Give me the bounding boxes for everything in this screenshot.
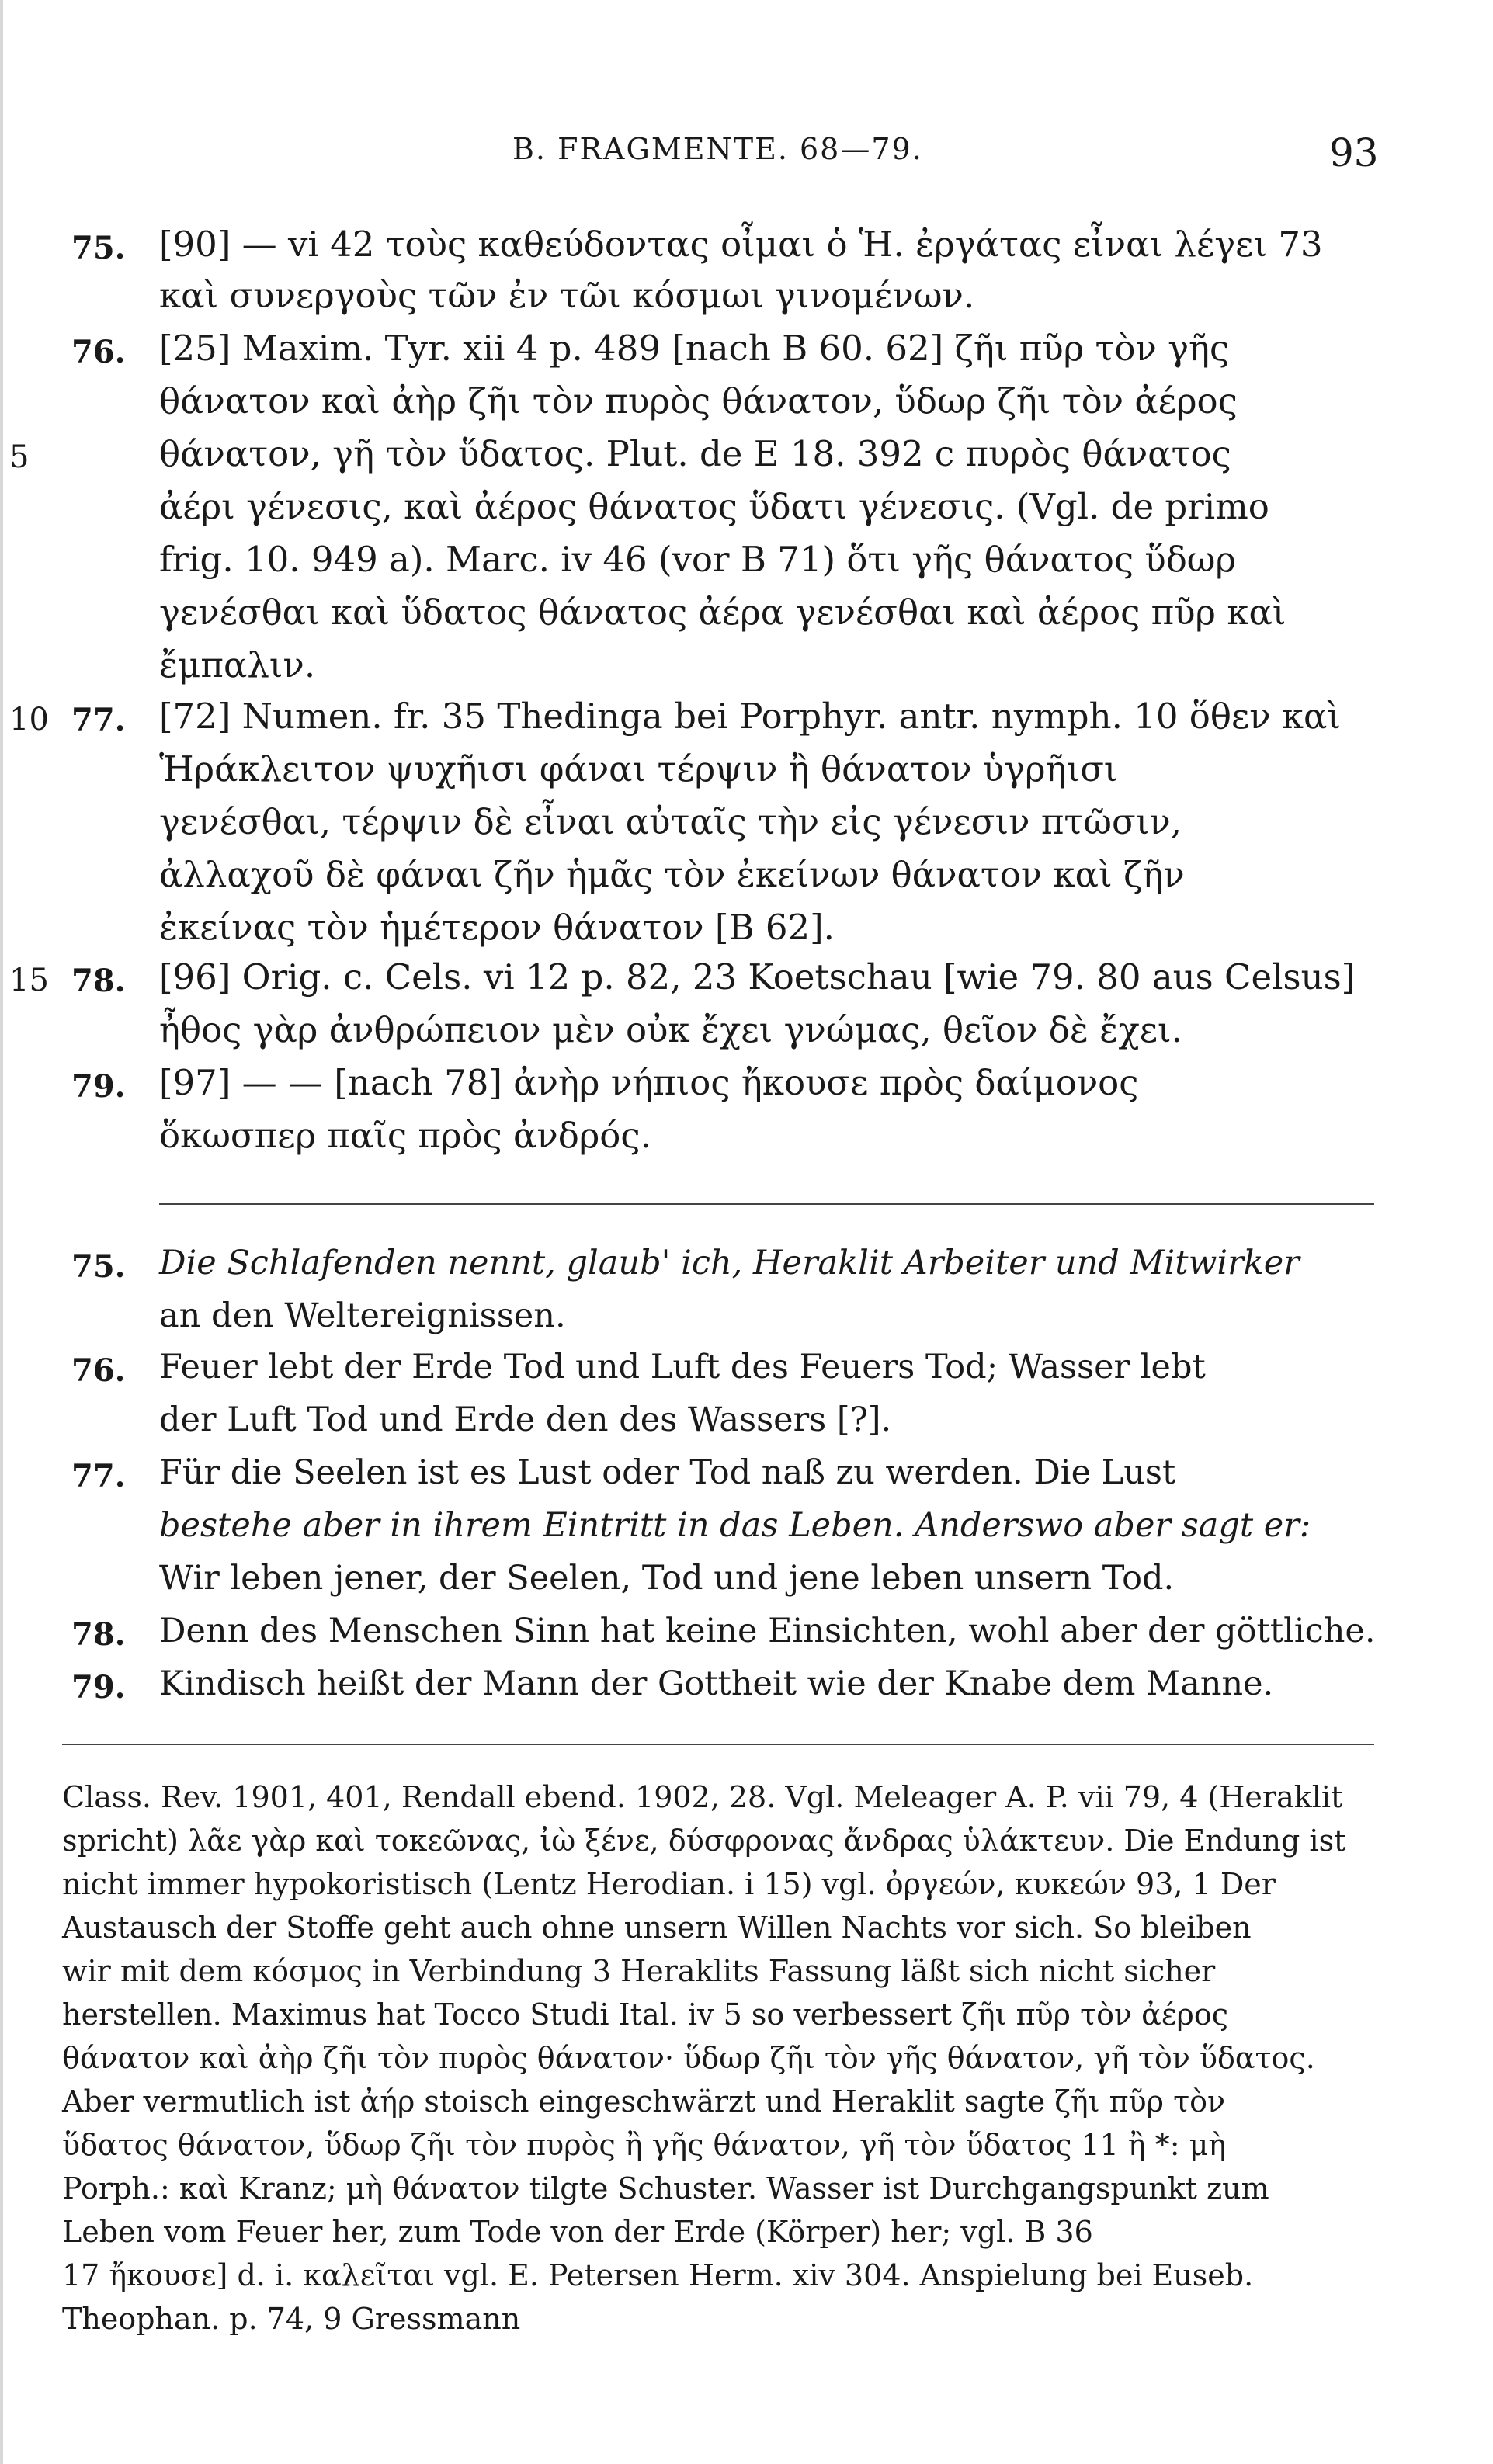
greek-line: θάνατον καὶ ἀὴρ ζῆι τὸν πυρὸς θάνατον, ὕδωρ ζῆι τὸν ἀέρος [159,380,1238,422]
page-edge [0,0,3,2464]
margin-line-number: 10 [9,702,49,737]
footnote-line: wir mit dem κόσμος in Verbindung 3 Heraklits Fassung läßt sich nicht sicher [62,1954,1216,1988]
greek-line: frig. 10. 949 a). Marc. iv 46 (vor B 71) ὅτι γῆς θάνατος ὕδωρ [159,539,1236,580]
section-divider [159,1203,1374,1205]
margin-line-number: 15 [9,963,49,998]
fragment-number: 79. [71,1068,126,1105]
footnote-divider [62,1744,1374,1745]
translation-number: 79. [71,1669,126,1706]
translation-line: Die Schlafenden nennt, glaub' ich, Heraklit Arbeiter und Mitwirker [159,1244,1300,1282]
greek-line: [97] — — [nach 78] ἀνὴρ νήπιος ἤκουσε πρὸς δαίμονος [159,1062,1139,1103]
footnote-line: ὕδατος θάνατον, ὕδωρ ζῆι τὸν πυρὸς ἢ γῆς θάνατον, γῆ τὸν ὕδατος 11 ἢ *: μὴ [62,2128,1227,2162]
running-title: B. FRAGMENTE. 68—79. [512,132,923,166]
translation-number: 78. [71,1616,126,1653]
translation-line: an den Weltereignissen. [159,1296,566,1335]
translation-line: Feuer lebt der Erde Tod und Luft des Feuers Tod; Wasser lebt [159,1348,1206,1386]
greek-line: ὅκωσπερ παῖς πρὸς ἀνδρός. [159,1115,651,1156]
fragment-number: 76. [71,334,126,370]
footnote-line: Theophan. p. 74, 9 Gressmann [62,2302,521,2336]
greek-line: [90] — vi 42 τοὺς καθεύδοντας οἶμαι ὁ Ἡ. ἐργάτας εἶναι λέγει 73 [159,224,1323,265]
footnote-line: Leben vom Feuer her, zum Tode von der Erde (Körper) her; vgl. B 36 [62,2215,1093,2249]
greek-line: [72] Numen. fr. 35 Thedinga bei Porphyr. antr. nymph. 10 ὅθεν καὶ [159,696,1342,737]
translation-line: Denn des Menschen Sinn hat keine Einsichten, wohl aber der göttliche. [159,1612,1376,1650]
greek-line: ἀέρι γένεσις, καὶ ἀέρος θάνατος ὕδατι γένεσις. (Vgl. de primo [159,486,1269,527]
footnote-line: spricht) λᾶε γὰρ καὶ τοκεῶνας, ἰὼ ξένε, δύσφρονας ἄνδρας ὑλάκτευν. Die Endung ist [62,1824,1346,1858]
greek-line: καὶ συνεργοὺς τῶν ἐν τῶι κόσμωι γινομένων. [159,275,975,316]
footnote-line: Class. Rev. 1901, 401, Rendall ebend. 1902, 28. Vgl. Meleager A. P. vii 79, 4 (Heraklit [62,1780,1343,1814]
translation-line: Für die Seelen ist es Lust oder Tod naß zu werden. Die Lust [159,1453,1176,1492]
greek-line: [96] Orig. c. Cels. vi 12 p. 82, 23 Koetschau [wie 79. 80 aus Celsus] [159,956,1356,998]
translation-line: Wir leben jener, der Seelen, Tod und jene leben unsern Tod. [159,1559,1175,1598]
translation-line: der Luft Tod und Erde den des Wassers [?]. [159,1400,892,1439]
footnote-line: herstellen. Maximus hat Tocco Studi Ital. iv 5 so verbessert ζῆι πῦρ τὸν ἀέρος [62,1997,1229,2032]
translation-line: Kindisch heißt der Mann der Gottheit wie der Knabe dem Manne. [159,1664,1274,1703]
footnote-line: nicht immer hypokoristisch (Lentz Herodian. i 15) vgl. ὀργεών, κυκεών 93, 1 Der [62,1867,1276,1901]
greek-line: γενέσθαι, τέρψιν δὲ εἶναι αὐταῖς τὴν εἰς γένεσιν πτῶσιν, [159,801,1182,842]
greek-line: ἐκείνας τὸν ἡμέτερον θάνατον [B 62]. [159,907,835,948]
greek-line: θάνατον, γῆ τὸν ὕδατος. Plut. de E 18. 392 c πυρὸς θάνατος [159,433,1231,474]
fragment-number: 75. [71,230,126,266]
greek-line: ἀλλαχοῦ δὲ φάναι ζῆν ἡμᾶς τὸν ἐκείνων θάνατον καὶ ζῆν [159,854,1185,895]
translation-number: 76. [71,1352,126,1389]
greek-line: Ἡράκλειτον ψυχῆισι φάναι τέρψιν ἢ θάνατον ὑγρῆισι [159,748,1118,790]
margin-line-number: 5 [9,439,30,475]
footnote-line: Aber vermutlich ist ἀήρ stoisch eingeschwärzt und Heraklit sagte ζῆι πῦρ τὸν [62,2084,1226,2119]
footnote-line: θάνατον καὶ ἀὴρ ζῆι τὸν πυρὸς θάνατον· ὕδωρ ζῆι τὸν γῆς θάνατον, γῆ τὸν ὕδατος. [62,2041,1315,2075]
translation-number: 75. [71,1248,126,1285]
greek-line: ἦθος γὰρ ἀνθρώπειον μὲν οὐκ ἔχει γνώμας, θεῖον δὲ ἔχει. [159,1009,1182,1050]
page-number: 93 [1329,130,1379,175]
greek-line: γενέσθαι καὶ ὕδατος θάνατος ἀέρα γενέσθαι καὶ ἀέρος πῦρ καὶ [159,592,1286,633]
footnote-line: Porph.: καὶ Kranz; μὴ θάνατον tilgte Schuster. Wasser ist Durchgangspunkt zum [62,2171,1269,2205]
footnote-line: Austausch der Stoffe geht auch ohne unsern Willen Nachts vor sich. So bleiben [62,1910,1252,1945]
footnote-line: 17 ἤκουσε] d. i. καλεῖται vgl. E. Petersen Herm. xiv 304. Anspielung bei Euseb. [62,2258,1254,2292]
greek-line: [25] Maxim. Tyr. xii 4 p. 489 [nach B 60. 62] ζῆι πῦρ τὸν γῆς [159,328,1230,369]
fragment-number: 78. [71,963,126,999]
greek-line: ἔμπαλιν. [159,644,316,685]
fragment-number: 77. [71,702,126,738]
translation-number: 77. [71,1458,126,1494]
translation-line: bestehe aber in ihrem Eintritt in das Leben. Anderswo aber sagt er: [159,1506,1311,1545]
